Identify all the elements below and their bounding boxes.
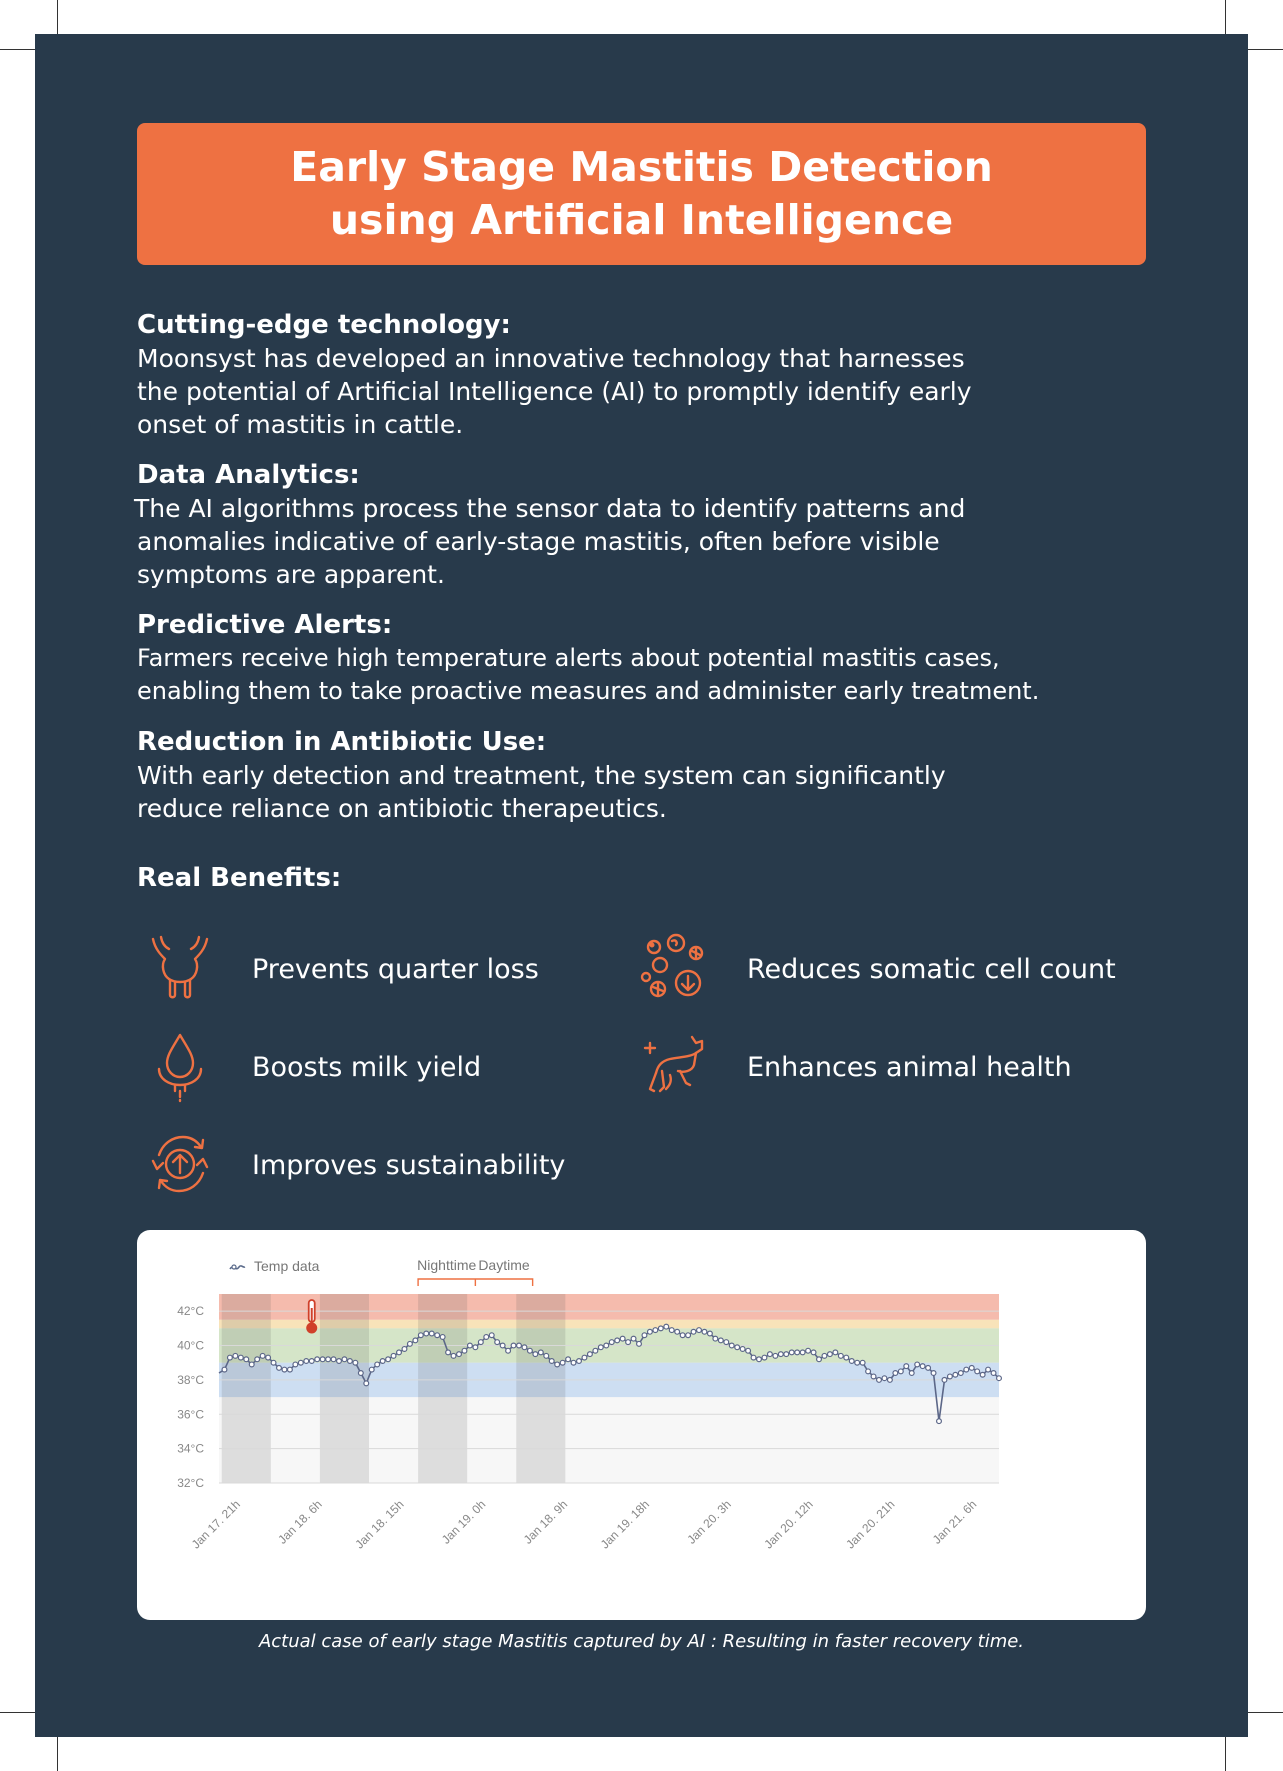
data-point [326, 1357, 331, 1362]
data-point [260, 1353, 265, 1358]
data-point [664, 1324, 669, 1329]
data-point [849, 1359, 854, 1364]
data-point [468, 1343, 473, 1348]
sustainability-cycle-icon [145, 1129, 215, 1201]
data-point [642, 1333, 647, 1338]
data-point [533, 1352, 538, 1357]
data-point [331, 1357, 336, 1362]
healthy-cow-icon [640, 1031, 710, 1103]
data-point [969, 1365, 974, 1370]
x-tick-label: Jan 18. 9h [520, 1497, 571, 1547]
period-label-daytime: Daytime [478, 1257, 530, 1273]
data-point [789, 1350, 794, 1355]
data-point [800, 1350, 805, 1355]
crop-mark [1245, 49, 1283, 50]
section-text-line: the potential of Artificial Intelligence (AI) to promptly identify early [137, 377, 972, 406]
crop-mark [57, 1737, 58, 1771]
data-point [898, 1369, 903, 1374]
shaded-period [418, 1294, 467, 1483]
data-point [380, 1359, 385, 1364]
data-point [598, 1345, 603, 1350]
data-point [293, 1362, 298, 1367]
data-point [582, 1355, 587, 1360]
data-point [358, 1371, 363, 1376]
data-point [446, 1350, 451, 1355]
section-text-line: With early detection and treatment, the system can significantly [137, 761, 946, 790]
data-point [500, 1343, 505, 1348]
data-point [271, 1360, 276, 1365]
data-point [746, 1348, 751, 1353]
x-tick-label: Jan 19. 0h [438, 1497, 489, 1547]
data-point [566, 1357, 571, 1362]
chart-legend[interactable] [230, 1258, 320, 1274]
data-point [817, 1357, 822, 1362]
data-point [631, 1336, 636, 1341]
data-point [478, 1340, 483, 1345]
section-heading: Reduction in Antibiotic Use: [137, 727, 547, 757]
benefit-animal-health [640, 1027, 1072, 1107]
data-point [277, 1365, 282, 1370]
benefit-label: Improves sustainability [252, 1149, 566, 1181]
data-point [571, 1360, 576, 1365]
data-point [364, 1381, 369, 1386]
data-point [757, 1357, 762, 1362]
temperature-chart-card [137, 1230, 1146, 1620]
benefit-label: Reduces somatic cell count [747, 953, 1116, 985]
data-point [337, 1359, 342, 1364]
data-point [440, 1335, 445, 1340]
data-point [904, 1364, 909, 1369]
data-point [860, 1360, 865, 1365]
x-tick-label: Jan 17. 21h [188, 1497, 243, 1552]
data-point [593, 1348, 598, 1353]
data-point [429, 1331, 434, 1336]
data-point [893, 1371, 898, 1376]
crop-mark [1245, 1712, 1283, 1713]
data-point [795, 1350, 800, 1355]
data-point [424, 1331, 429, 1336]
x-tick-label: Jan 18. 6h [275, 1497, 325, 1547]
chart-caption: Actual case of early stage Mastitis captured by AI : Resulting in faster recovery time. [258, 1631, 1025, 1652]
data-point [942, 1378, 947, 1383]
x-tick-label: Jan 20. 21h [843, 1497, 898, 1552]
data-point [986, 1367, 991, 1372]
data-point [828, 1352, 833, 1357]
data-point [953, 1372, 958, 1377]
y-axis-labels [177, 1304, 204, 1490]
data-point [249, 1362, 254, 1367]
shaded-period [222, 1294, 271, 1483]
data-point [462, 1348, 467, 1353]
data-point [958, 1371, 963, 1376]
x-tick-label: Jan 18. 15h [352, 1497, 407, 1552]
data-point [528, 1348, 533, 1353]
somatic-cells-icon [640, 933, 710, 1005]
data-point [588, 1352, 593, 1357]
data-point [544, 1353, 549, 1358]
data-point [844, 1355, 849, 1360]
period-label-nighttime: Nighttime [417, 1257, 477, 1273]
data-point [413, 1338, 418, 1343]
x-tick-label: Jan 21. 6h [929, 1497, 980, 1547]
data-point [915, 1362, 920, 1367]
data-point [855, 1360, 860, 1365]
data-point [991, 1371, 996, 1376]
data-point [266, 1355, 271, 1360]
section-heading: Data Analytics: [137, 460, 360, 490]
data-point [489, 1333, 494, 1338]
title-line-2: using Artificial Intelligence [329, 196, 954, 244]
y-tick-label: 38°C [177, 1372, 204, 1387]
data-point [980, 1372, 985, 1377]
section-predictive-alerts [137, 608, 1039, 708]
section-text-line: Farmers receive high temperature alerts about potential mastitis cases, [137, 644, 1000, 672]
data-point [435, 1333, 440, 1338]
data-point [609, 1340, 614, 1345]
data-point [948, 1374, 953, 1379]
section-text-line: onset of mastitis in cattle. [137, 410, 464, 439]
data-point [937, 1419, 942, 1424]
section-text-line: reduce reliance on antibiotic therapeutics. [137, 794, 667, 823]
legend-label: Temp data [254, 1258, 320, 1274]
data-point [309, 1359, 314, 1364]
data-point [648, 1329, 653, 1334]
data-point [964, 1367, 969, 1372]
data-point [675, 1329, 680, 1334]
data-point [255, 1357, 260, 1362]
data-point [686, 1333, 691, 1338]
data-point [724, 1340, 729, 1345]
benefit-somatic-cell [640, 929, 1116, 1009]
data-point [604, 1343, 609, 1348]
data-point [866, 1369, 871, 1374]
data-point [615, 1338, 620, 1343]
crop-mark [57, 0, 58, 36]
data-point [882, 1376, 887, 1381]
data-point [320, 1357, 325, 1362]
data-point [669, 1328, 674, 1333]
data-point [751, 1355, 756, 1360]
section-text-line: enabling them to take proactive measures and administer early treatment. [137, 677, 1040, 705]
data-point [233, 1353, 238, 1358]
data-point [833, 1350, 838, 1355]
data-point [288, 1367, 293, 1372]
y-tick-label: 32°C [177, 1476, 204, 1490]
milk-drop-icon [145, 1031, 215, 1103]
data-point [822, 1353, 827, 1358]
period-brackets [418, 1279, 533, 1286]
data-point [484, 1335, 489, 1340]
thermometer-mercury [311, 1308, 313, 1326]
data-point [457, 1352, 462, 1357]
period-bracket [418, 1279, 533, 1286]
crop-mark [1225, 0, 1226, 36]
title-banner [137, 123, 1146, 265]
data-point [549, 1359, 554, 1364]
benefit-quarter-loss [145, 929, 539, 1009]
shaded-period [516, 1294, 565, 1483]
data-point [697, 1328, 702, 1333]
shaded-period [320, 1294, 369, 1483]
x-tick-label: Jan 19. 18h [597, 1497, 653, 1552]
udder-icon [145, 933, 215, 1005]
data-point [926, 1365, 931, 1370]
data-point [877, 1378, 882, 1383]
data-point [577, 1359, 582, 1364]
data-point [691, 1329, 696, 1334]
y-tick-label: 42°C [177, 1304, 204, 1319]
data-point [418, 1333, 423, 1338]
crop-mark [0, 1712, 38, 1713]
y-tick-label: 40°C [177, 1338, 204, 1353]
benefit-sustainability [145, 1125, 565, 1205]
data-point [871, 1374, 876, 1379]
data-point [522, 1345, 527, 1350]
data-point [713, 1336, 718, 1341]
data-point [708, 1331, 713, 1336]
data-point [517, 1343, 522, 1348]
data-point [375, 1362, 380, 1367]
data-point [773, 1353, 778, 1358]
data-point [680, 1333, 685, 1338]
section-antibiotic-use [137, 725, 946, 825]
data-point [762, 1355, 767, 1360]
x-axis-labels [189, 1497, 980, 1551]
section-heading: Cutting-edge technology: [137, 310, 511, 340]
data-point [626, 1340, 631, 1345]
flyer-page [35, 34, 1248, 1737]
data-point [386, 1357, 391, 1362]
data-point [538, 1350, 543, 1355]
data-point [238, 1355, 243, 1360]
benefit-milk-yield [145, 1027, 481, 1107]
benefit-label: Enhances animal health [747, 1051, 1072, 1083]
x-tick-label: Jan 20. 3h [684, 1497, 734, 1547]
section-cutting-edge [137, 308, 972, 441]
section-data-analytics [134, 458, 966, 591]
data-point [768, 1352, 773, 1357]
data-point [555, 1362, 560, 1367]
legend-marker-icon [232, 1265, 236, 1269]
data-point [282, 1367, 287, 1372]
section-text-line: anomalies indicative of early-stage mastitis, often before visible [137, 527, 940, 556]
data-point [806, 1348, 811, 1353]
section-text-line: symptoms are apparent. [137, 560, 445, 589]
data-point [735, 1345, 740, 1350]
benefits-title: Real Benefits: [137, 863, 342, 893]
benefit-label: Boosts milk yield [252, 1051, 482, 1083]
data-point [920, 1364, 925, 1369]
data-point [653, 1328, 658, 1333]
data-point [729, 1343, 734, 1348]
section-text-line: The AI algorithms process the sensor data to identify patterns and [134, 494, 966, 523]
data-point [244, 1357, 249, 1362]
temperature-chart [137, 1230, 1146, 1620]
data-point [408, 1341, 413, 1346]
crop-mark [1225, 1737, 1226, 1771]
data-point [702, 1329, 707, 1334]
data-point [511, 1343, 516, 1348]
y-tick-label: 36°C [177, 1407, 204, 1422]
crop-mark [0, 49, 38, 50]
data-point [369, 1367, 374, 1372]
data-point [560, 1360, 565, 1365]
data-point [402, 1347, 407, 1352]
data-point [222, 1367, 227, 1372]
data-point [451, 1353, 456, 1358]
data-point [228, 1355, 233, 1360]
data-point [342, 1357, 347, 1362]
data-point [620, 1336, 625, 1341]
data-point [637, 1341, 642, 1346]
data-point [348, 1359, 353, 1364]
data-point [975, 1369, 980, 1374]
data-point [315, 1357, 320, 1362]
data-point [495, 1340, 500, 1345]
x-tick-label: Jan 20. 12h [761, 1497, 816, 1552]
data-point [740, 1347, 745, 1352]
section-text-line: Moonsyst has developed an innovative technology that harnesses [137, 344, 965, 373]
y-tick-label: 34°C [177, 1441, 204, 1456]
data-point [931, 1371, 936, 1376]
data-point [473, 1345, 478, 1350]
data-point [304, 1359, 309, 1364]
data-point [778, 1352, 783, 1357]
benefit-label: Prevents quarter loss [252, 953, 539, 985]
data-point [397, 1350, 402, 1355]
data-point [298, 1360, 303, 1365]
data-point [811, 1350, 816, 1355]
data-point [391, 1353, 396, 1358]
data-point [506, 1348, 511, 1353]
data-point [718, 1338, 723, 1343]
alert-thermometer-icon [306, 1300, 317, 1334]
data-point [838, 1353, 843, 1358]
data-point [888, 1378, 893, 1383]
data-point [909, 1371, 914, 1376]
title-line-1: Early Stage Mastitis Detection [290, 143, 993, 191]
data-point [784, 1352, 789, 1357]
data-point [997, 1376, 1002, 1381]
section-heading: Predictive Alerts: [137, 610, 393, 640]
data-point [658, 1326, 663, 1331]
data-point [353, 1360, 358, 1365]
